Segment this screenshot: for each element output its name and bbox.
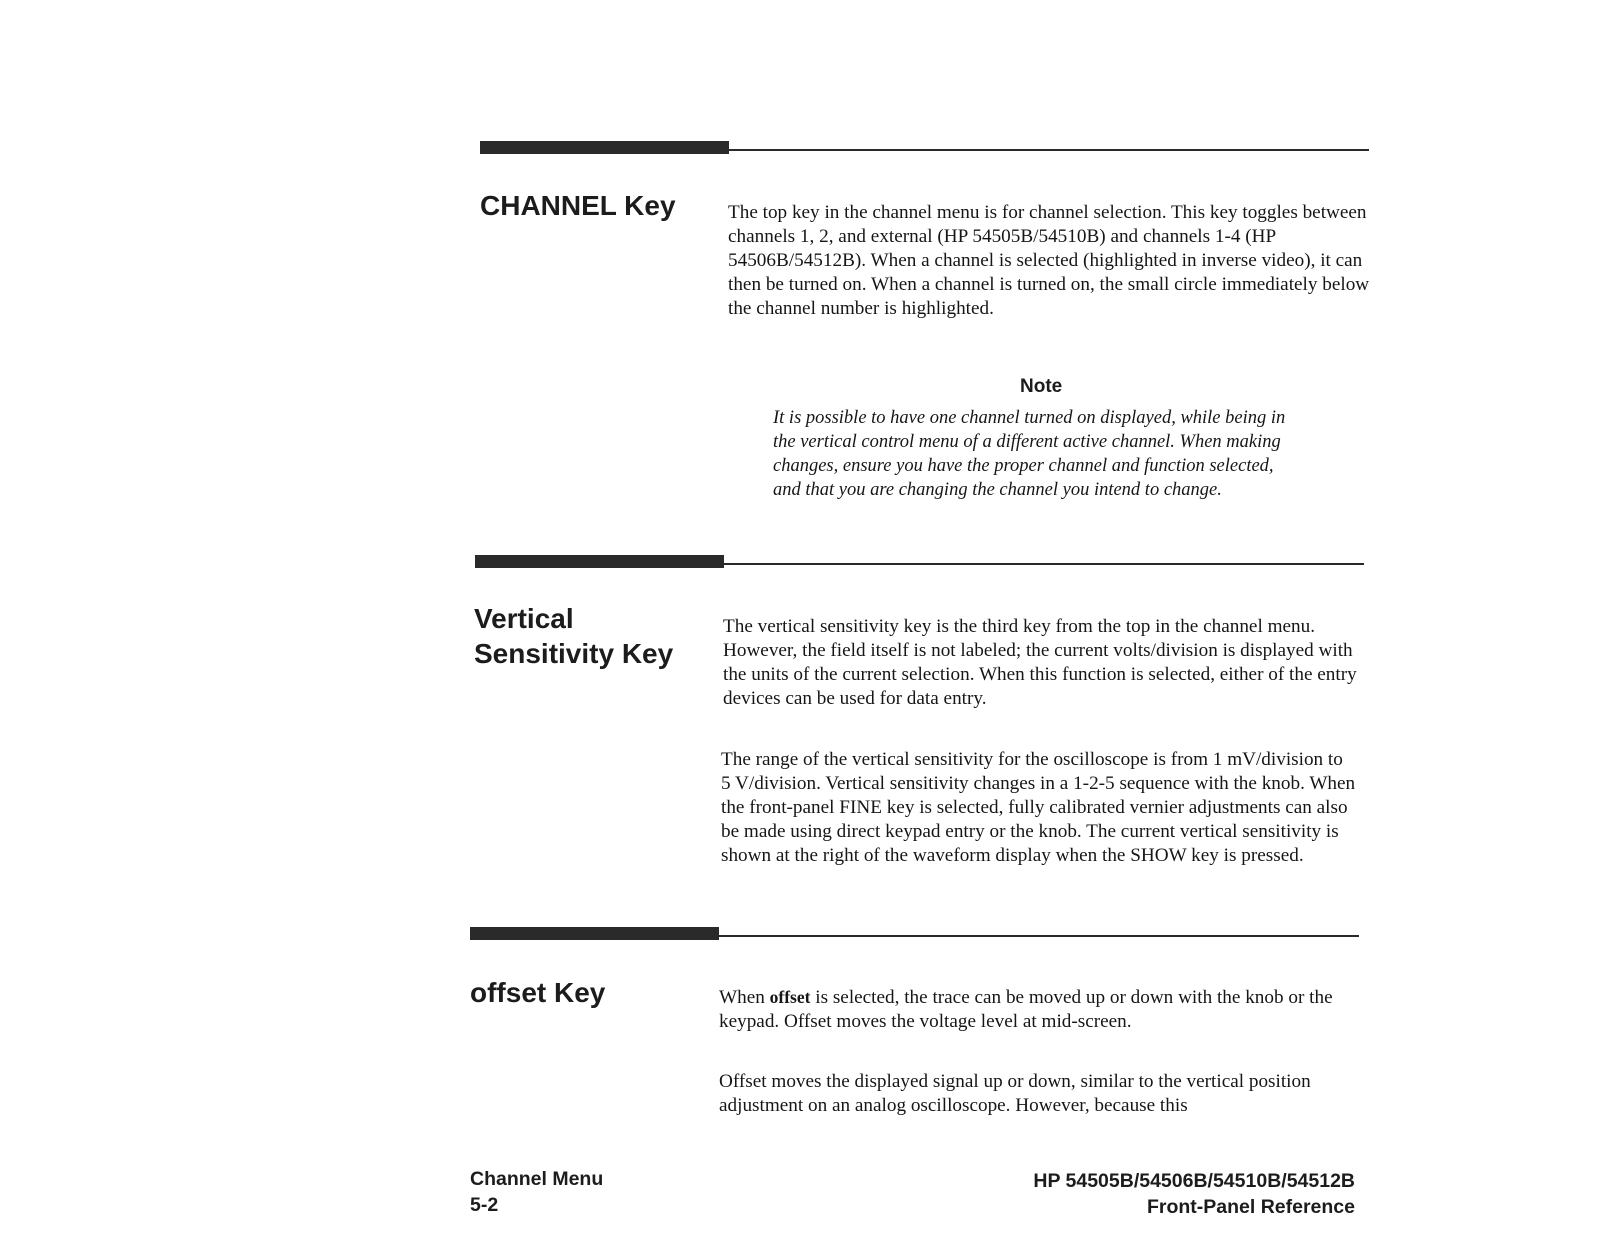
channel-key-heading: CHANNEL Key <box>480 190 676 221</box>
footer-model-numbers: HP 54505B/54506B/54510B/54512B <box>1033 1170 1355 1192</box>
footer-manual-title: Front-Panel Reference <box>1146 1196 1355 1218</box>
offset-key-heading: offset Key <box>470 977 606 1008</box>
offset-key-paragraph-1 <box>719 985 1359 1034</box>
channel-key-paragraph: The top key in the channel menu is for channel selection. This key toggles between channels 1, 2, and external (HP 54505B/54510B) and channels 1-4 (HP 54506B/54512B). When a channel is selected (highlighted in inverse video), it can then be turned on. When a channel is turned on, the small circle immediately below the channel number is highlighted. <box>728 202 1370 319</box>
note-text: It is possible to have one channel turned on displayed, while being in the vertical control menu of a different active channel. When making changes, ensure you have the proper channel and function selected, and that you are changing the channel you intend to change. <box>773 408 1286 500</box>
section-divider-offset <box>470 927 1359 943</box>
offset-key-paragraph-2: Offset moves the displayed signal up or down, similar to the vertical position adjustment on an analog oscilloscope. However, because this <box>719 1071 1311 1116</box>
note-title: Note <box>1020 376 1063 397</box>
vertical-heading-line2: Sensitivity Key <box>474 638 674 669</box>
footer-right <box>1033 1168 1355 1220</box>
section-divider-vertical <box>475 555 1364 571</box>
vertical-sensitivity-paragraph-2: The range of the vertical sensitivity for the oscilloscope is from 1 mV/division to 5 V/division. Vertical sensitivity changes in a 1-2-5 sequence with the knob. When the front-panel FINE key is selected, fully calibrated vernier adjustments can also be made using direct keypad entry or the knob. The current vertical sensitivity is shown at the right of the waveform display when the SHOW key is pressed. <box>721 749 1356 866</box>
offset-para1-after: is selected, the trace can be moved up or down with the knob or the keypad. Offset moves the voltage level at mid-screen. <box>719 987 1333 1032</box>
footer-left <box>470 1166 603 1218</box>
vertical-sensitivity-heading <box>474 601 673 671</box>
vertical-sensitivity-paragraph-1: The vertical sensitivity key is the third key from the top in the channel menu. However, the field itself is not labeled; the current volts/division is displayed with the units of the current selection. When this function is selected, either of the entry devices can be used for data entry. <box>723 616 1357 709</box>
footer-page-number: 5-2 <box>470 1194 499 1216</box>
offset-keyword: offset <box>769 987 811 1007</box>
section-divider-channel <box>480 141 1369 157</box>
footer-section-title: Channel Menu <box>470 1168 604 1190</box>
offset-para1-before: When <box>719 987 770 1008</box>
vertical-heading-line1: Vertical <box>474 603 574 634</box>
